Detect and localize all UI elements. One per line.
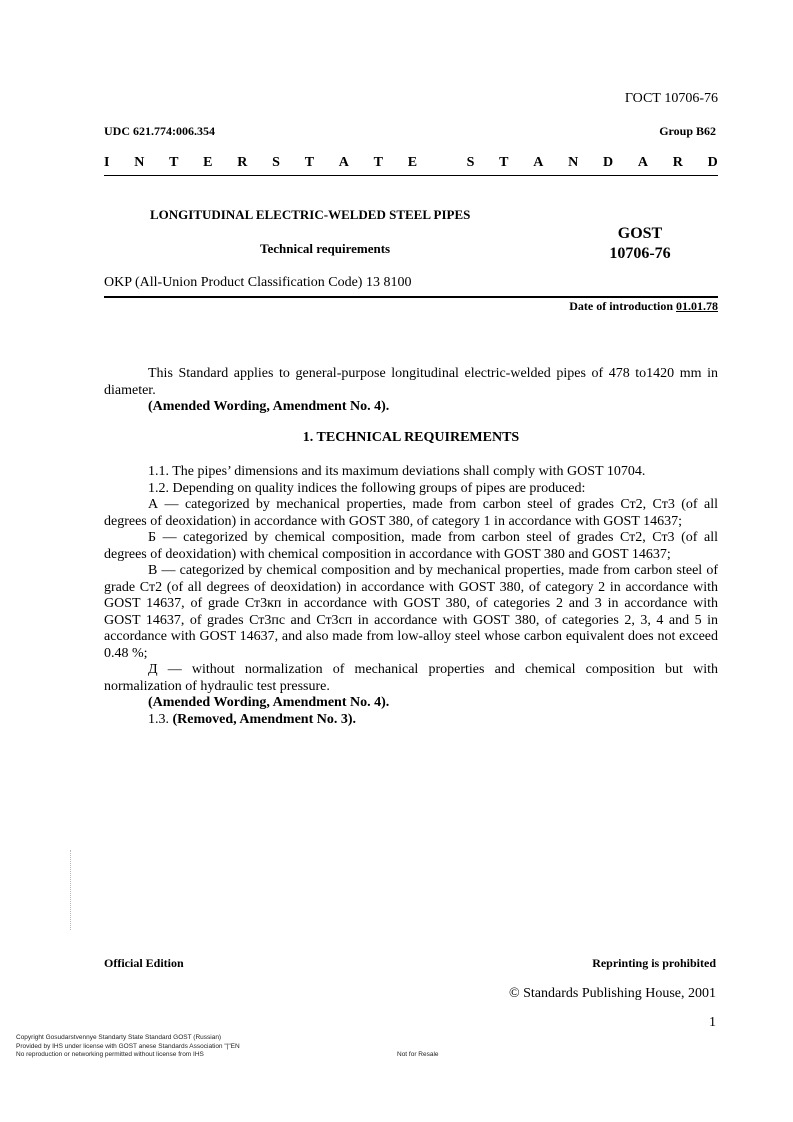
banner-letter: T	[373, 155, 383, 170]
scope-paragraph: This Standard applies to general-purpose longitudinal electric-welded pipes of 478 to1420 mm in diameter.	[104, 366, 718, 398]
banner-letter: I	[104, 155, 110, 170]
banner-letter: N	[568, 155, 579, 170]
gost-code: 10706-76	[609, 245, 671, 262]
page-number: 1	[709, 1015, 716, 1030]
title-divider	[104, 296, 718, 298]
banner-letter: R	[237, 155, 248, 170]
amendment-note: (Amended Wording, Amendment No. 4).	[148, 399, 390, 414]
group-d-paragraph: Д — without normalization of mechanical properties and chemical composition but with normalization of hydraulic test pressure.	[104, 662, 718, 694]
banner-letter: D	[602, 155, 614, 170]
banner-letter: E	[407, 155, 418, 170]
amendment-note: (Amended Wording, Amendment No. 4).	[148, 695, 390, 710]
publisher-copyright: © Standards Publishing House, 2001	[508, 986, 716, 1001]
copyright-line: Provided by IHS under license with GOST anese Standards Association "|"EN	[16, 1042, 240, 1050]
banner-letter: T	[499, 155, 509, 170]
clause-1-3	[104, 712, 718, 729]
group-v-paragraph: В — categorized by chemical composition and by mechanical properties, made from carbon steel of grade Ст2 (of all degrees of deoxidation) in accordance with GOST 380, of category 2 in accordance with GOST 14637, of grade Ст3кп in accordance with GOST 380, of categories 2 and 3 in accordance with GOST 14637, of grades Ст3пс and Ст3сп in accordance with GOST 380, of categories 2, 3, 4 and 5 in accordance with GOST 14637, and also made from low-alloy steel whose carbon equivalent does not exceed 0.48 %;	[104, 563, 718, 661]
banner-letter: E	[203, 155, 213, 170]
udc-code: UDC 621.774:006.354	[104, 124, 215, 138]
introduction-date-value: 01.01.78	[676, 299, 718, 313]
banner-letter: N	[134, 155, 145, 170]
banner-letter: T	[304, 155, 315, 170]
banner-letter: S	[466, 155, 475, 170]
official-edition-label: Official Edition	[104, 956, 184, 970]
copyright-line: No reproduction or networking permitted without license from IHS	[16, 1051, 204, 1058]
banner-letter: A	[338, 155, 349, 170]
section-heading: 1. TECHNICAL REQUIREMENTS	[302, 429, 520, 445]
side-watermark	[70, 850, 73, 930]
banner-letter: S	[272, 155, 280, 170]
gost-number	[600, 224, 680, 264]
banner-letter: A	[637, 155, 648, 170]
clause-1-1: 1.1. The pipes’ dimensions and its maximum deviations shall comply with GOST 10704.	[148, 464, 646, 479]
group-a-paragraph: А — categorized by mechanical properties, made from carbon steel of grades Ст2, Ст3 (of all degrees of deoxidation) in accordance with GOST 380, of category 1 in accordance with GOST 14637;	[104, 497, 718, 529]
clause-1-2: 1.2. Depending on quality indices the following groups of pipes are produced:	[148, 480, 586, 496]
clause-removed-note: (Removed, Amendment No. 3).	[172, 711, 357, 727]
okp-code: OKP (All-Union Product Classification Code) 13 8100	[104, 275, 412, 290]
ihs-copyright-block	[16, 1034, 240, 1060]
introduction-date	[569, 299, 718, 314]
group-code: Group B62	[659, 124, 716, 138]
banner-letter: D	[707, 155, 718, 170]
document-code: ГОСТ 10706-76	[624, 91, 718, 106]
gost-label: GOST	[617, 225, 663, 242]
reprint-notice: Reprinting is prohibited	[592, 956, 716, 970]
banner-letter: A	[533, 155, 544, 170]
banner-letter: R	[672, 155, 683, 170]
banner-letter: T	[169, 155, 179, 170]
not-for-resale-label: Not for Resale	[397, 1051, 439, 1058]
document-body	[104, 366, 718, 728]
group-b-paragraph: Б — categorized by chemical composition, made from carbon steel of grades Ст2, Ст3 (of all degrees of deoxidation) with chemical composition in accordance with GOST 380 and GOST 14637;	[104, 530, 718, 562]
copyright-line: Copyright Gosudarstvennye Standarty State Standard GOST (Russian)	[16, 1034, 222, 1041]
interstate-standard-banner	[104, 155, 718, 176]
document-title: LONGITUDINAL ELECTRIC-WELDED STEEL PIPES	[150, 207, 471, 222]
clause-number: 1.3.	[148, 711, 169, 727]
document-subtitle: Technical requirements	[260, 241, 391, 256]
introduction-label: Date of introduction	[569, 299, 673, 313]
